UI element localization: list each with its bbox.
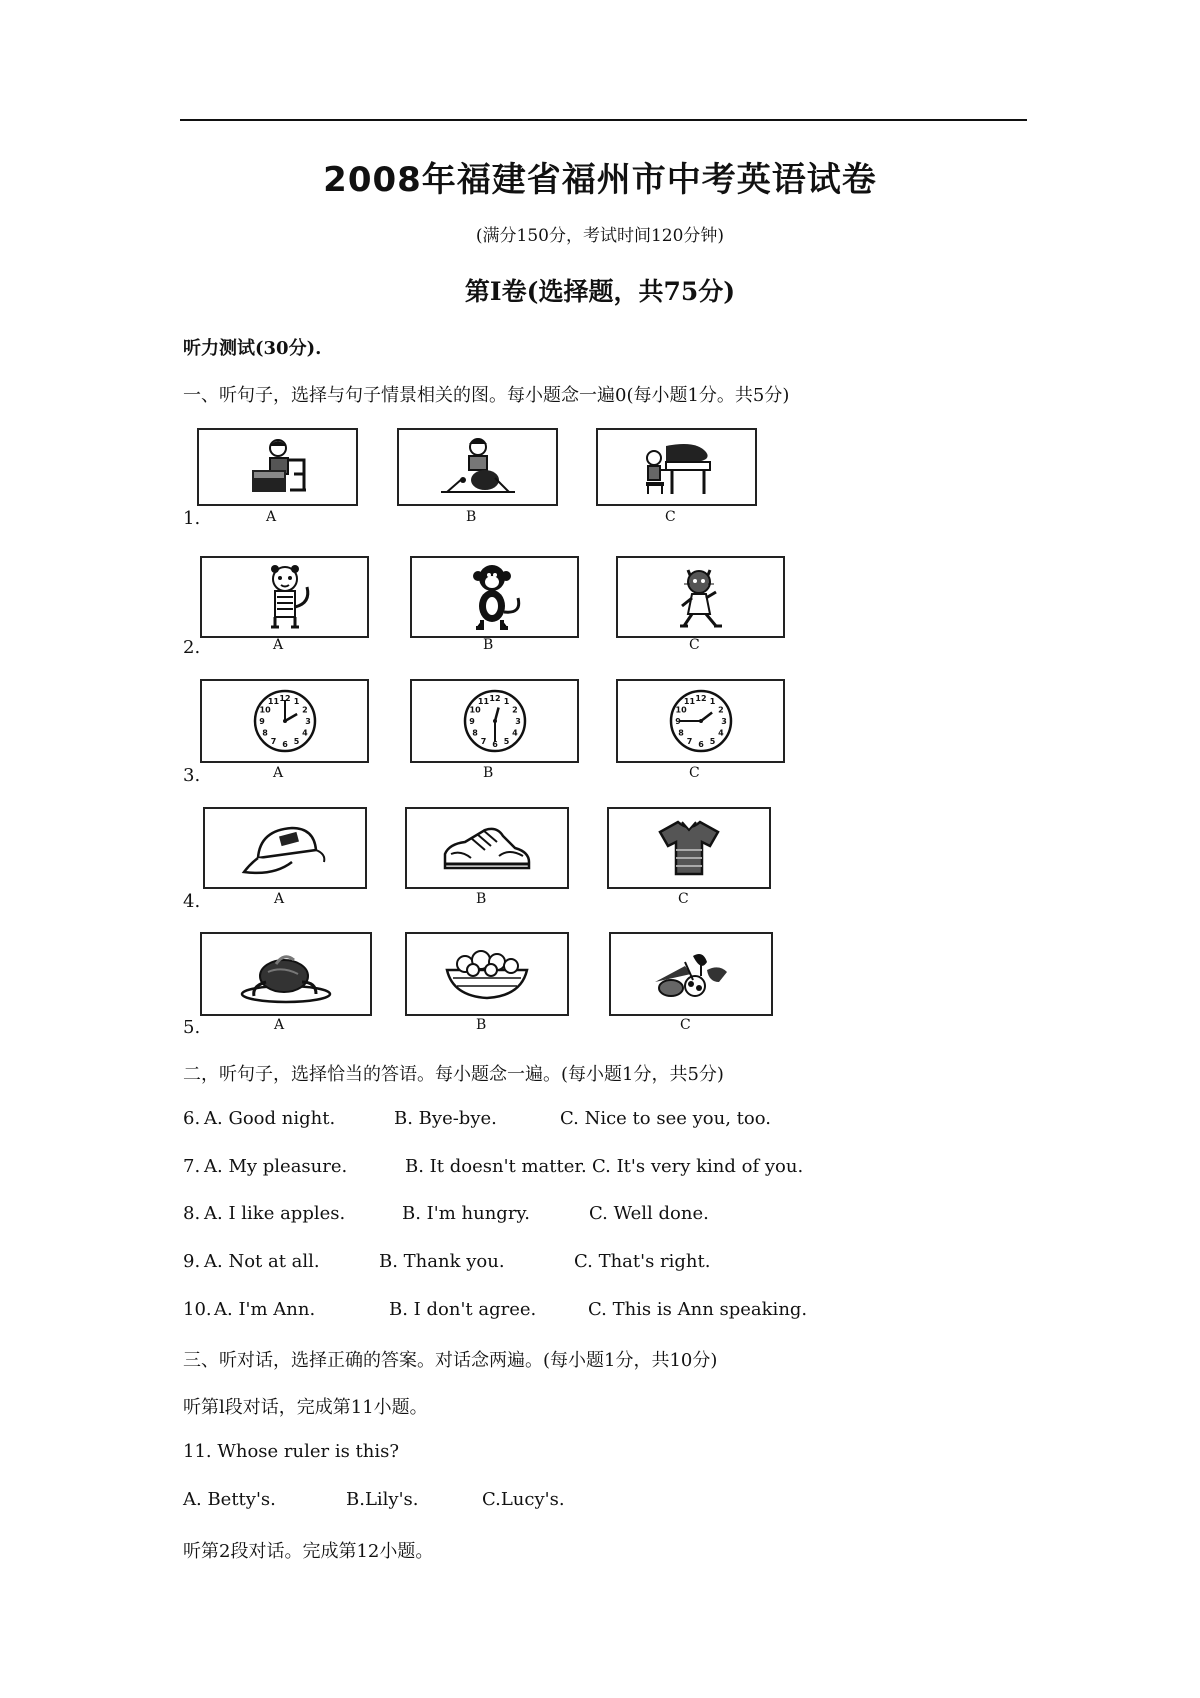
option-letter: B [483,637,494,653]
option-b[interactable]: B. Thank you. [379,1251,505,1272]
svg-text:4: 4 [717,728,724,738]
option-c[interactable]: C.Lucy's. [482,1489,565,1510]
question-number: 2. [183,637,201,658]
svg-text:9: 9 [468,717,475,726]
svg-text:9: 9 [674,717,681,726]
svg-text:2: 2 [301,705,308,715]
question-number: 5. [183,1017,201,1038]
boy-at-desk-picture[interactable] [197,428,358,506]
vegetables-picture[interactable] [609,932,773,1016]
svg-text:12: 12 [694,694,707,703]
svg-text:7: 7 [270,736,276,746]
option-a[interactable]: A. Not at all. [204,1251,320,1272]
svg-text:1: 1 [503,697,509,707]
option-letter: A [273,765,284,781]
option-c[interactable]: C. Well done. [589,1203,709,1224]
dialogue-2-instruction: 听第2段对话。完成第12小题。 [183,1541,434,1562]
sneaker-picture[interactable] [405,807,569,889]
option-a[interactable]: A. My pleasure. [204,1156,348,1177]
girl-cooking-picture[interactable] [397,428,558,506]
option-letter: B [466,509,477,525]
svg-text:9: 9 [258,717,265,726]
svg-text:2: 2 [717,705,724,715]
svg-text:8: 8 [677,728,684,738]
question-7: 7. [183,1156,201,1177]
option-letter: C [689,637,700,653]
svg-text:3: 3 [720,717,727,726]
option-letter: A [274,1017,285,1033]
option-c[interactable]: C. That's right. [574,1251,711,1272]
question-number: 1. [183,508,201,529]
svg-text:5: 5 [293,736,299,746]
section2-instruction: 二，听句子，选择恰当的答语。每小题念一遍。(每小题1分，共5分) [183,1064,724,1085]
option-b[interactable]: B. Bye-bye. [394,1108,497,1129]
question-8: 8. [183,1203,201,1224]
option-letter: C [680,1017,691,1033]
svg-text:7: 7 [686,736,692,746]
svg-text:1: 1 [709,697,715,707]
svg-text:7: 7 [480,736,486,746]
svg-text:5: 5 [709,736,715,746]
svg-text:4: 4 [301,728,308,738]
option-letter: C [665,509,676,525]
svg-text:11: 11 [683,697,695,707]
svg-text:2: 2 [511,705,518,715]
clock-two-picture[interactable] [200,679,369,763]
t-shirt-picture[interactable] [607,807,771,889]
svg-text:12: 12 [278,694,291,703]
option-letter: B [483,765,494,781]
monkey-picture[interactable] [410,556,579,638]
option-b[interactable]: B. I don't agree. [389,1299,537,1320]
option-letter: C [689,765,700,781]
option-letter: A [274,891,285,907]
svg-text:6: 6 [281,740,288,749]
option-b[interactable]: B. I'm hungry. [402,1203,530,1224]
option-letter: A [266,509,277,525]
option-a[interactable]: A. I like apples. [204,1203,346,1224]
svg-text:8: 8 [261,728,268,738]
option-c[interactable]: C. This is Ann speaking. [588,1299,808,1320]
svg-text:3: 3 [514,717,521,726]
option-letter: B [476,1017,487,1033]
svg-text:5: 5 [503,736,509,746]
option-letter: A [273,637,284,653]
svg-text:4: 4 [511,728,518,738]
clock-quarter-to-two-picture[interactable] [616,679,785,763]
svg-text:8: 8 [471,728,478,738]
svg-text:1: 1 [293,697,299,707]
question-6: 6. [183,1108,201,1129]
section1-instruction: 一、听句子，选择与句子情景相关的图。每小题念一遍0(每小题1分。共5分) [183,385,790,406]
cat-picture[interactable] [616,556,785,638]
option-b[interactable]: B. It doesn't matter. [405,1156,587,1177]
header-rule [180,119,1027,121]
part-title: 第Ⅰ卷(选择题，共75分) [464,277,736,306]
cap-picture[interactable] [203,807,367,889]
svg-text:11: 11 [267,697,279,707]
question-number: 3. [183,765,201,786]
svg-text:3: 3 [304,717,311,726]
option-a[interactable]: A. Betty's. [183,1489,276,1510]
svg-text:10: 10 [675,705,687,715]
option-letter: B [476,891,487,907]
listening-heading: 听力测试(30分). [183,338,322,359]
page-title: 2008年福建省福州市中考英语试卷 [323,160,877,200]
dialogue-1-instruction: 听第l段对话，完成第11小题。 [183,1397,428,1418]
tiger-picture[interactable] [200,556,369,638]
svg-text:10: 10 [259,705,271,715]
section3-instruction: 三、听对话，选择正确的答案。对话念两遍。(每小题1分，共10分) [183,1350,718,1371]
exam-subtitle: (满分150分，考试时间120分钟) [475,226,725,246]
option-c[interactable]: C. It's very kind of you. [592,1156,804,1177]
option-a[interactable]: A. I'm Ann. [214,1299,316,1320]
clock-half-past-twelve-picture[interactable] [410,679,579,763]
svg-text:10: 10 [469,705,481,715]
roast-chicken-picture[interactable] [200,932,372,1016]
question-11: 11. Whose ruler is this? [183,1441,400,1462]
svg-text:6: 6 [697,740,704,749]
option-b[interactable]: B.Lily's. [346,1489,419,1510]
question-10: 10. [183,1299,212,1320]
option-c[interactable]: C. Nice to see you, too. [560,1108,771,1129]
question-number: 4. [183,891,201,912]
option-a[interactable]: A. Good night. [204,1108,336,1129]
svg-text:12: 12 [488,694,501,703]
boy-playing-piano-picture[interactable] [596,428,757,506]
dumplings-picture[interactable] [405,932,569,1016]
svg-text:6: 6 [491,740,498,749]
option-letter: C [678,891,689,907]
question-9: 9. [183,1251,201,1272]
svg-text:11: 11 [477,697,489,707]
